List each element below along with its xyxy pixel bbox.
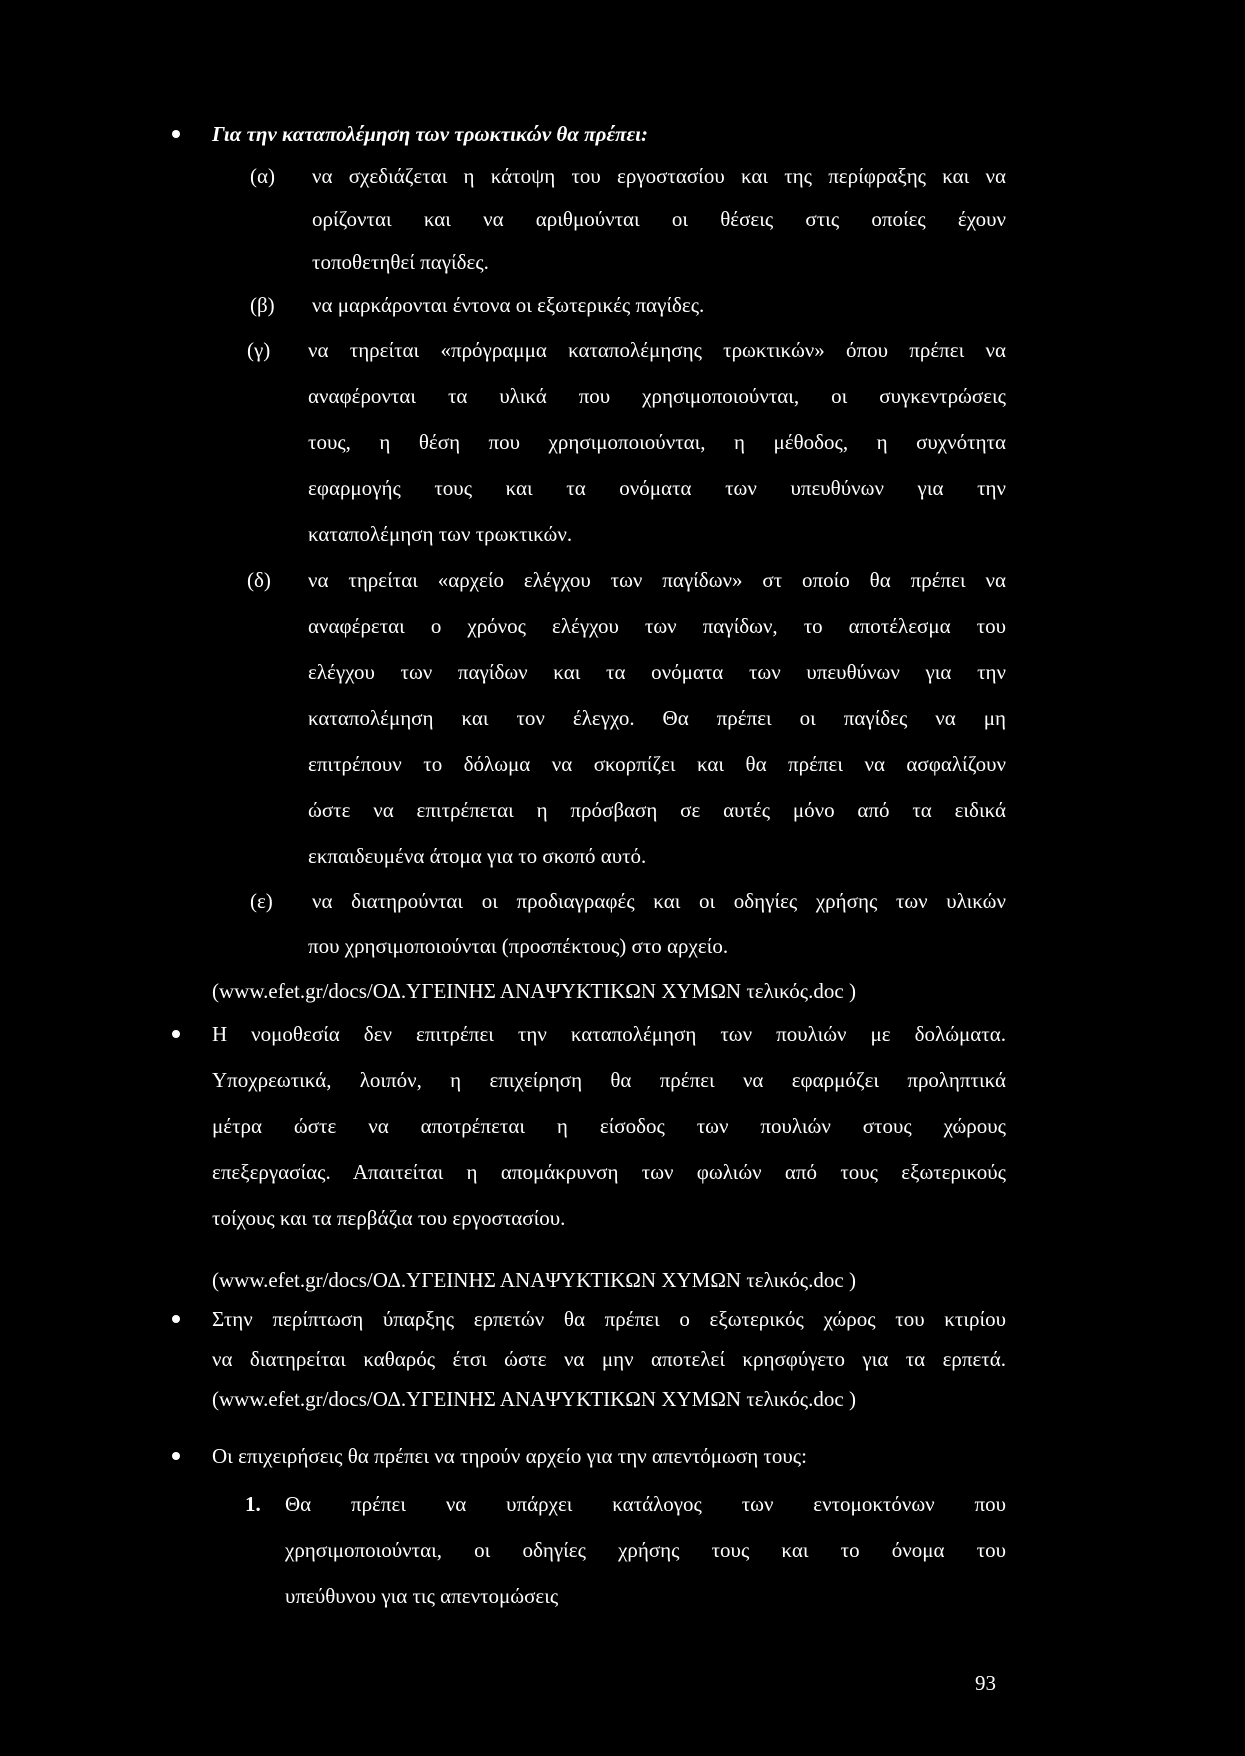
source-reference: (www.efet.gr/docs/ΟΔ.ΥΓΕΙΝΗΣ ΑΝΑΨΥΚΤΙΚΩΝ ΧΥΜΩΝ τελικός.doc )	[212, 1268, 856, 1292]
page-number: 93	[975, 1671, 996, 1695]
bullet-icon	[172, 1030, 180, 1038]
item-d-line-1: να τηρείται «αρχείο ελέγχου των παγίδων» στ οποίο θα πρέπει να	[308, 568, 1006, 592]
bullet-icon	[172, 1315, 180, 1323]
item-d-line-2: αναφέρεται ο χρόνος ελέγχου των παγίδων, το αποτέλεσμα του	[308, 614, 1006, 638]
item-e-line-1: να διατηρούνται οι προδιαγραφές και οι οδηγίες χρήσης των υλικών	[312, 889, 1006, 913]
bullet-icon	[172, 130, 180, 138]
source-reference: (www.efet.gr/docs/ΟΔ.ΥΓΕΙΝΗΣ ΑΝΑΨΥΚΤΙΚΩΝ ΧΥΜΩΝ τελικός.doc )	[212, 1387, 856, 1411]
item-d-line-3: ελέγχου των παγίδων και τα ονόματα των υπευθύνων για την	[308, 660, 1006, 684]
reptiles-line-2: να διατηρείται καθαρός έτσι ώστε να μην αποτελεί κρησφύγετο για τα ερπετά.	[212, 1347, 1006, 1371]
item-c-line-1: να τηρείται «πρόγραμμα καταπολέμησης τρωκτικών» όπου πρέπει να	[308, 338, 1006, 362]
item-b-line-1: να μαρκάρονται έντονα οι εξωτερικές παγίδες.	[312, 293, 705, 317]
bullet-icon	[172, 1452, 180, 1460]
item-d-line-7: εκπαιδευμένα άτομα για το σκοπό αυτό.	[308, 844, 647, 868]
item-label-b: (β)	[250, 293, 275, 317]
item-c-line-4: εφαρμογής τους και τα ονόματα των υπευθύνων για την	[308, 476, 1006, 500]
item-d-line-6: ώστε να επιτρέπεται η πρόσβαση σε αυτές μόνο από τα ειδικά	[308, 798, 1006, 822]
section-heading-insects: Οι επιχειρήσεις θα πρέπει να τηρούν αρχείο για την απεντόμωση τους:	[212, 1444, 807, 1468]
item-c-line-3: τους, η θέση που χρησιμοποιούνται, η μέθοδος, η συχνότητα	[308, 430, 1006, 454]
insects-item-line-2: χρησιμοποιούνται, οι οδηγίες χρήσης τους και το όνομα του	[285, 1538, 1006, 1562]
item-d-line-4: καταπολέμηση και τον έλεγχο. Θα πρέπει οι παγίδες να μη	[308, 706, 1006, 730]
item-a-line-1: να σχεδιάζεται η κάτοψη του εργοστασίου και της περίφραξης και να	[312, 164, 1006, 188]
item-a-line-2: ορίζονται και να αριθμούνται οι θέσεις στις οποίες έχουν	[312, 207, 1006, 231]
source-reference: (www.efet.gr/docs/ΟΔ.ΥΓΕΙΝΗΣ ΑΝΑΨΥΚΤΙΚΩΝ ΧΥΜΩΝ τελικός.doc )	[212, 979, 856, 1003]
birds-line-1: Η νομοθεσία δεν επιτρέπει την καταπολέμηση των πουλιών με δολώματα.	[212, 1022, 1006, 1046]
item-c-line-5: καταπολέμηση των τρωκτικών.	[308, 522, 573, 546]
item-c-line-2: αναφέρονται τα υλικά που χρησιμοποιούνται, οι συγκεντρώσεις	[308, 384, 1006, 408]
item-label-a: (α)	[250, 164, 275, 188]
birds-line-2: Υποχρεωτικά, λοιπόν, η επιχείρηση θα πρέπει να εφαρμόζει προληπτικά	[212, 1068, 1006, 1092]
item-label-d: (δ)	[247, 568, 271, 592]
insects-item-line-3: υπεύθυνου για τις απεντομώσεις	[285, 1584, 559, 1608]
item-label-e: (ε)	[250, 889, 273, 913]
numbered-item-label: 1.	[245, 1492, 261, 1516]
item-a-line-3: τοποθετηθεί παγίδες.	[312, 250, 489, 274]
item-e-line-2: που χρησιμοποιούνται (προσπέκτους) στο αρχείο.	[308, 934, 729, 958]
birds-line-5: τοίχους και τα περβάζια του εργοστασίου.	[212, 1206, 566, 1230]
item-label-c: (γ)	[247, 338, 271, 362]
birds-line-4: επεξεργασίας. Απαιτείται η απομάκρυνση των φωλιών από τους εξωτερικούς	[212, 1160, 1006, 1184]
item-d-line-5: επιτρέπουν το δόλωμα να σκορπίζει και θα πρέπει να ασφαλίζουν	[308, 752, 1006, 776]
birds-line-3: μέτρα ώστε να αποτρέπεται η είσοδος των πουλιών στους χώρους	[212, 1114, 1006, 1138]
section-heading-rodents: Για την καταπολέμηση των τρωκτικών θα πρέπει:	[212, 122, 648, 146]
insects-item-line-1: Θα πρέπει να υπάρχει κατάλογος των εντομοκτόνων που	[285, 1492, 1006, 1516]
reptiles-line-1: Στην περίπτωση ύπαρξης ερπετών θα πρέπει ο εξωτερικός χώρος του κτιρίου	[212, 1307, 1006, 1331]
